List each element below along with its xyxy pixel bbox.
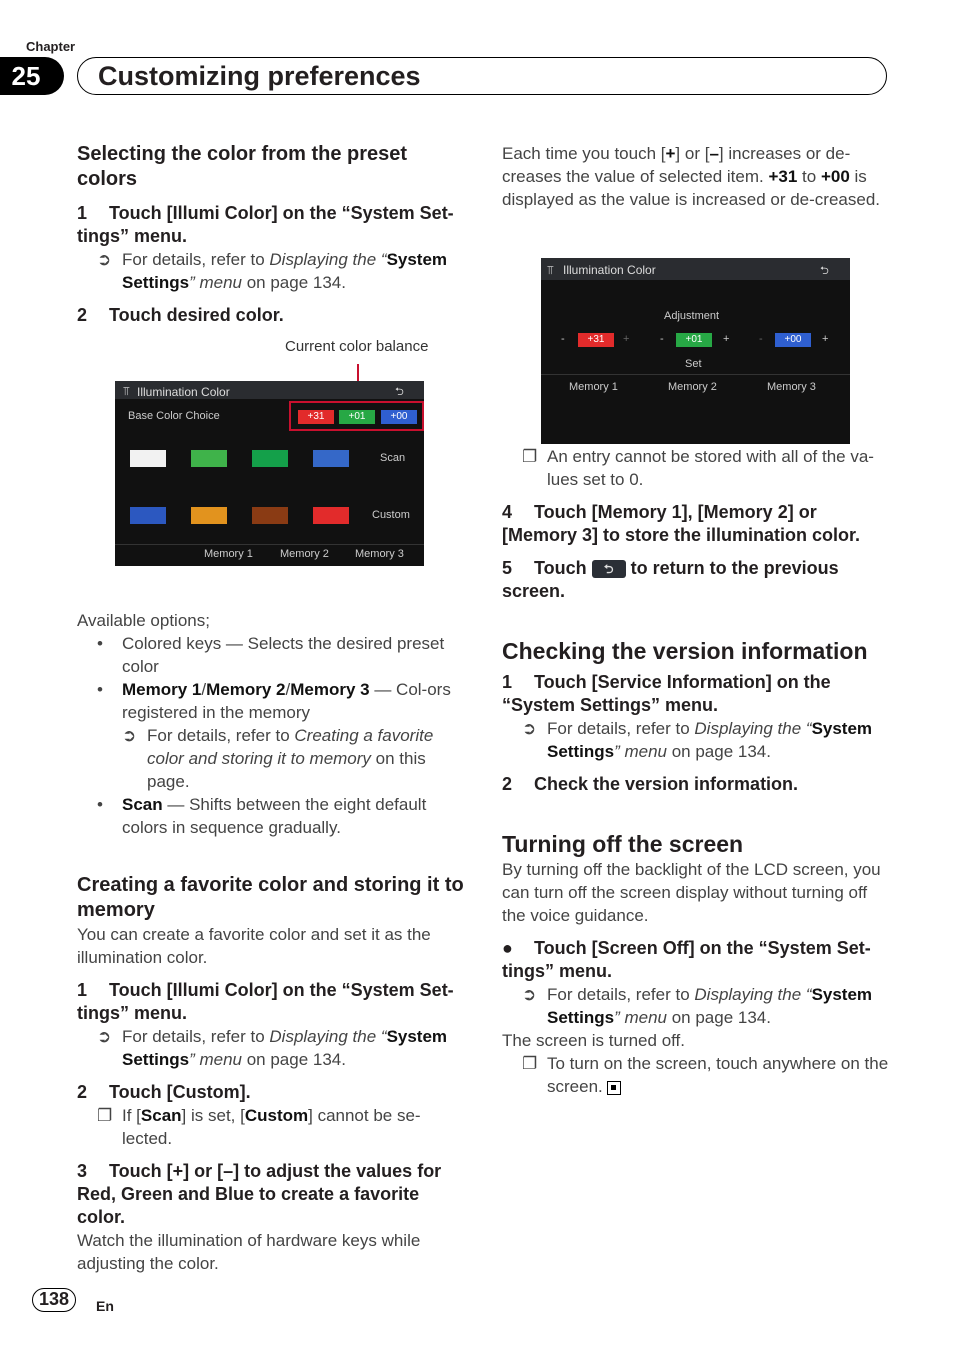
option-colored-keys: • Colored keys — Selects the desired preset color	[97, 634, 445, 676]
option-scan: • Scan — Shifts between the eight default colors in sequence gradually.	[97, 795, 427, 837]
zero-values-note: ❐ An entry cannot be stored with all of the va-lues set to 0.	[522, 447, 874, 489]
left-column	[77, 142, 465, 1275]
options-intro: Available options;	[77, 611, 210, 630]
antenna-icon: ⫪	[123, 384, 130, 398]
page-title: Customizing preferences	[77, 57, 887, 95]
callout-label: Current color balance	[285, 338, 429, 355]
memory-2-key[interactable]: Memory 2	[668, 381, 717, 393]
screen-off-result: The screen is turned off.	[502, 1031, 686, 1050]
blue-plus[interactable]: +	[822, 333, 829, 345]
step-return: 5 Touch ⮌ to return to the previous screen.	[502, 558, 839, 601]
screen2-title: Illumination Color	[563, 263, 656, 277]
chip-green: +01	[339, 410, 375, 424]
memory-1-key[interactable]: Memory 1	[569, 381, 618, 393]
checkbox-icon: ❐	[97, 1106, 113, 1125]
reference-note-4: ➲ For details, refer to Displaying the “System Settings” menu on page 134.	[522, 985, 873, 1027]
swatch-red[interactable]	[313, 507, 349, 524]
section-title-screen-off: Turning off the screen	[502, 831, 744, 857]
checkbox-icon: ❐	[522, 1054, 538, 1073]
checkbox-icon: ❐	[522, 447, 538, 466]
step-adjust-values: 3 Touch [+] or [–] to adjust the values for Red, Green and Blue to create a favorite color.	[77, 1161, 442, 1227]
swatch-brown[interactable]	[252, 507, 288, 524]
green-plus[interactable]: +	[723, 333, 730, 345]
illumination-adjust-screen	[541, 258, 850, 444]
step-screen-off: ● Touch [Screen Off] on the “System Set-tings” menu.	[502, 938, 871, 981]
page-number: 138	[32, 1288, 76, 1312]
scan-key[interactable]: Scan	[380, 452, 406, 464]
screen1-title: Illumination Color	[137, 385, 230, 399]
arrow-icon: ➲	[122, 726, 137, 745]
green-value: +01	[676, 333, 712, 347]
red-minus[interactable]: -	[561, 333, 565, 345]
reference-note-3: ➲ For details, refer to Displaying the “System Settings” menu on page 134.	[522, 719, 873, 761]
end-mark-icon	[607, 1081, 621, 1095]
blue-minus[interactable]: -	[759, 333, 763, 345]
swatch-dark-blue[interactable]	[130, 507, 166, 524]
back-icon[interactable]: ⮌	[395, 386, 404, 398]
memory-1-key[interactable]: Memory 1	[204, 548, 253, 560]
back-icon[interactable]: ⮌	[820, 265, 829, 277]
green-minus[interactable]: -	[660, 333, 664, 345]
option-memory-reference: ➲ For details, refer to Creating a favorite color and storing it to memory on this page.	[122, 726, 434, 791]
red-plus[interactable]: +	[623, 333, 630, 345]
reference-note-2: ➲ For details, refer to Displaying the “System Settings” menu on page 134.	[97, 1027, 448, 1069]
language-label: En	[96, 1298, 114, 1314]
back-key-icon: ⮌	[592, 560, 626, 578]
step-touch-color: 2 Touch desired color.	[77, 305, 284, 325]
adjust-body: Watch the illumination of hardware keys while adjusting the color.	[77, 1231, 421, 1273]
step-illumi-color-2: 1 Touch [Illumi Color] on the “System Set-tings” menu.	[77, 980, 454, 1023]
section-title-favorite: Creating a favorite color and storing it to memory	[77, 874, 464, 921]
arrow-icon: ➲	[522, 985, 537, 1004]
screen-off-intro: By turning off the backlight of the LCD screen, you can turn off the screen display without turning off the voice guidance.	[502, 860, 881, 925]
step-check-version: 2 Check the version information.	[502, 774, 799, 794]
arrow-icon: ➲	[522, 719, 537, 738]
antenna-icon: ⫪	[547, 263, 554, 277]
step-store-memory: 4 Touch [Memory 1], [Memory 2] or [Memory 3] to store the illumination color.	[502, 502, 861, 545]
step-service-info: 1 Touch [Service Information] on the “System Settings” menu.	[502, 672, 831, 715]
swatch-green[interactable]	[252, 450, 288, 467]
swatch-white[interactable]	[130, 450, 166, 467]
memory-3-key[interactable]: Memory 3	[355, 548, 404, 560]
section-title-preset: Selecting the color from the preset colors	[77, 143, 408, 190]
chip-red: +31	[298, 410, 334, 424]
step-illumi-color: 1 Touch [Illumi Color] on the “System Set-tings” menu.	[77, 203, 454, 246]
chapter-label: Chapter	[26, 39, 76, 54]
memory-3-key[interactable]: Memory 3	[767, 381, 816, 393]
screen-on-note: ❐ To turn on the screen, touch anywhere on the screen.	[522, 1054, 889, 1096]
swatch-orange[interactable]	[191, 507, 227, 524]
set-label: Set	[685, 358, 702, 370]
arrow-icon: ➲	[97, 1027, 112, 1046]
base-color-choice: Base Color Choice	[128, 410, 220, 422]
swatch-blue[interactable]	[313, 450, 349, 467]
red-value: +31	[578, 333, 614, 347]
memory-2-key[interactable]: Memory 2	[280, 548, 329, 560]
scan-custom-note: ❐ If [Scan] is set, [Custom] cannot be se-lected.	[97, 1106, 421, 1148]
custom-key[interactable]: Custom	[372, 509, 410, 521]
reference-note: ➲ For details, refer to Displaying the “System Settings” menu on page 134.	[97, 250, 448, 292]
option-memory: • Memory 1/Memory 2/Memory 3 — Col-ors registered in the memory	[97, 680, 451, 722]
arrow-icon: ➲	[97, 250, 112, 269]
adjustment-label: Adjustment	[664, 310, 720, 322]
section-title-version: Checking the version information	[502, 638, 868, 664]
favorite-intro: You can create a favorite color and set it as the illumination color.	[77, 925, 431, 967]
callout-box	[289, 401, 424, 431]
step-touch-custom: 2 Touch [Custom].	[77, 1082, 251, 1102]
blue-value: +00	[775, 333, 811, 347]
swatch-light-green[interactable]	[191, 450, 227, 467]
chapter-number: 25	[0, 57, 64, 95]
adjust-intro: Each time you touch [+] or [–] increases or de-creases the value of selected item. +31 to +00 is displayed as the value is increased or de-creased.	[502, 144, 880, 209]
chip-blue: +00	[381, 410, 417, 424]
